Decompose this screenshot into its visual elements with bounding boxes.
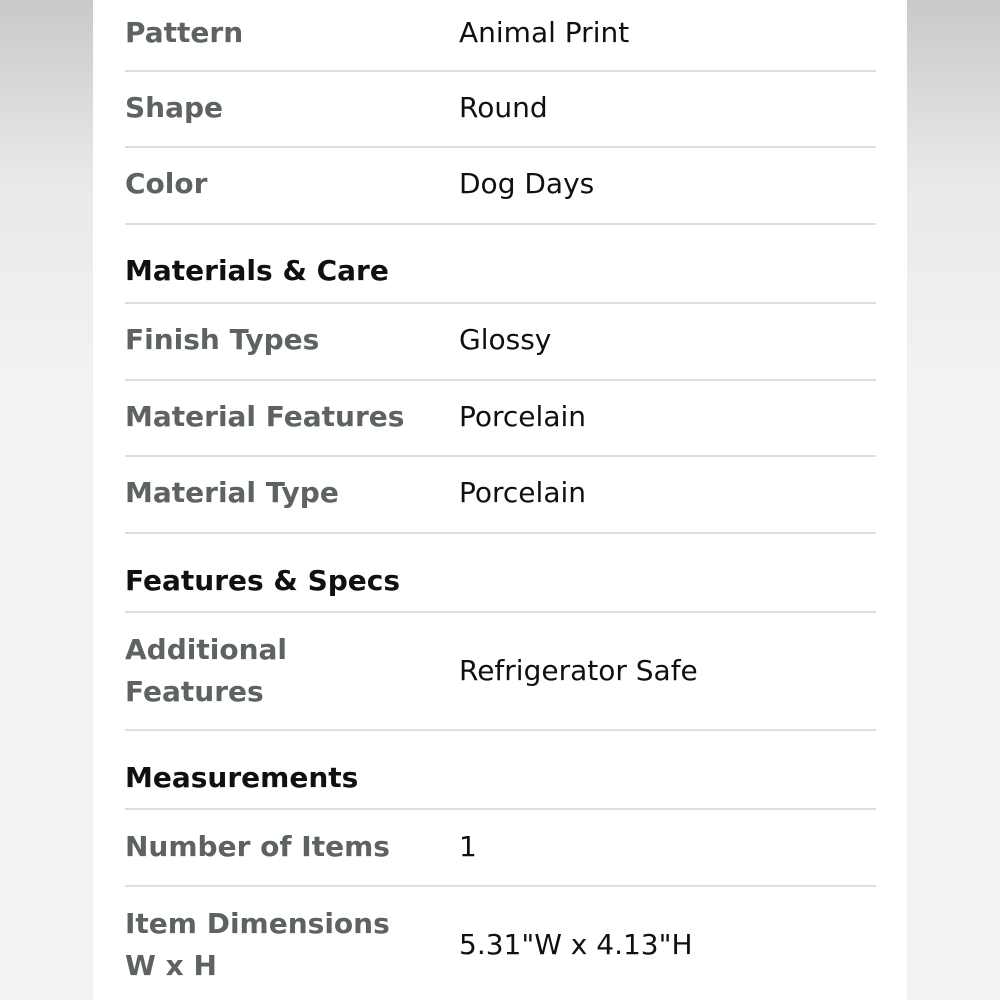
spec-row-color <box>125 148 876 225</box>
spec-label-line: Features <box>125 675 264 708</box>
spec-label: Finish Types <box>125 323 320 356</box>
spec-value: Porcelain <box>459 400 586 433</box>
spec-label: Number of Items <box>125 830 390 863</box>
spec-row-material-type <box>125 457 876 534</box>
section-features-specs <box>125 534 876 613</box>
spec-label <box>125 629 425 713</box>
spec-value: Round <box>459 91 548 124</box>
spec-label-line: W x H <box>125 949 217 982</box>
spec-label-line: Item Dimensions <box>125 907 390 940</box>
spec-row-additional-features <box>125 613 876 731</box>
section-measurements <box>125 731 876 810</box>
spec-label: Shape <box>125 91 224 124</box>
spec-value: Porcelain <box>459 476 586 509</box>
spec-label <box>125 903 425 987</box>
spec-row-shape <box>125 72 876 148</box>
product-details-panel <box>93 0 907 1000</box>
spec-row-material-features <box>125 381 876 457</box>
spec-row-number-of-items <box>125 810 876 887</box>
spec-value: Refrigerator Safe <box>459 654 698 687</box>
spec-label: Material Type <box>125 476 339 509</box>
spec-value: 1 <box>459 830 477 863</box>
section-heading: Materials & Care <box>125 254 389 287</box>
spec-value: Dog Days <box>459 167 595 200</box>
spec-label-line: Additional <box>125 633 287 666</box>
spec-value: 5.31"W x 4.13"H <box>459 928 693 961</box>
section-heading: Measurements <box>125 761 359 794</box>
spec-label: Color <box>125 167 208 200</box>
section-materials-care <box>125 225 876 304</box>
spec-table <box>125 0 876 1000</box>
spec-label: Pattern <box>125 16 244 49</box>
spec-value: Animal Print <box>459 16 630 49</box>
spec-row-item-dimensions <box>125 887 876 1000</box>
spec-row-finish-types <box>125 304 876 381</box>
spec-label: Material Features <box>125 400 405 433</box>
spec-row-pattern <box>125 0 876 72</box>
spec-value: Glossy <box>459 323 552 356</box>
section-heading: Features & Specs <box>125 564 401 597</box>
